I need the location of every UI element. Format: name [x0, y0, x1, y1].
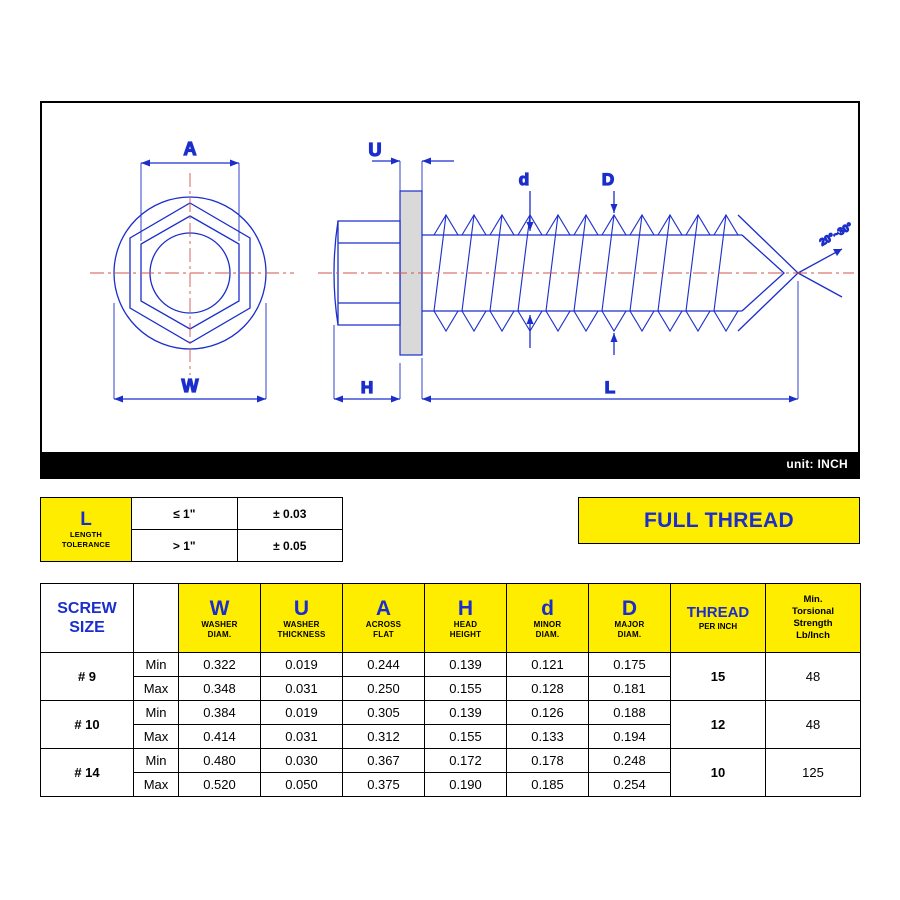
- tolerance-header-sub2: TOLERANCE: [61, 539, 111, 549]
- cell-0-max-H: 0.155: [425, 677, 507, 701]
- header-letter-W: W: [209, 596, 230, 620]
- header-letter-H: H: [457, 596, 474, 620]
- header-letter-d: d: [541, 596, 554, 620]
- dim-label-A: A: [183, 139, 197, 159]
- header-col-H: [425, 584, 507, 653]
- cell-1-max-d: 0.133: [507, 725, 589, 749]
- header-sub2-D: DIAM.: [617, 629, 642, 639]
- header-col-d: [507, 584, 589, 653]
- length-tolerance-table: [40, 497, 343, 562]
- screw-technical-drawing: [42, 103, 858, 477]
- header-letter-A: A: [375, 596, 392, 620]
- dim-label-U: U: [368, 140, 382, 160]
- header-sub2-W: DIAM.: [207, 629, 232, 639]
- cell-0-min-W: 0.322: [179, 653, 261, 677]
- header-sub2-H: HEIGHT: [449, 629, 482, 639]
- table-row: [41, 498, 343, 530]
- cell-1-min-H: 0.139: [425, 701, 507, 725]
- cell-2-min-W: 0.480: [179, 749, 261, 773]
- cell-0-max-U: 0.031: [261, 677, 343, 701]
- header-col-U: [261, 584, 343, 653]
- header-col-W: [179, 584, 261, 653]
- cell-0-thread: 15: [671, 653, 766, 701]
- dim-label-D: D: [601, 170, 615, 189]
- cell-0-min-H: 0.139: [425, 653, 507, 677]
- tolerance-header-letter: L: [80, 508, 92, 530]
- unit-label: unit: INCH: [786, 457, 848, 471]
- cell-1-max-U: 0.031: [261, 725, 343, 749]
- tolerance-range-2: > 1": [132, 530, 238, 562]
- header-sub2-A: FLAT: [373, 629, 394, 639]
- cell-0-min-D: 0.175: [589, 653, 671, 677]
- cell-1-max-W: 0.414: [179, 725, 261, 749]
- header-torsional-line3: Strength: [793, 618, 833, 629]
- cell-2-min-A: 0.367: [343, 749, 425, 773]
- header-sub1-D: MAJOR: [614, 619, 645, 629]
- header-screw-size: [41, 584, 134, 653]
- cell-0-max-A: 0.250: [343, 677, 425, 701]
- row-min-label-2: Min: [134, 749, 179, 773]
- header-sub1-d: MINOR: [533, 619, 562, 629]
- header-col-torsional: [766, 584, 861, 653]
- cell-1-thread: 12: [671, 701, 766, 749]
- cell-0-max-D: 0.181: [589, 677, 671, 701]
- dim-label-d: d: [518, 170, 530, 189]
- header-sub1-A: ACROSS: [365, 619, 402, 629]
- cell-2-torsional: 125: [766, 749, 861, 797]
- header-sub1-H: HEAD: [453, 619, 478, 629]
- cell-1-torsional: 48: [766, 701, 861, 749]
- row-size-1: # 10: [41, 701, 134, 749]
- dim-label-L: L: [604, 378, 616, 397]
- header-sub1-U: WASHER: [283, 619, 320, 629]
- row-min-label-1: Min: [134, 701, 179, 725]
- cell-2-min-U: 0.030: [261, 749, 343, 773]
- table-row: [41, 653, 861, 677]
- header-col-D: [589, 584, 671, 653]
- dim-d: [527, 191, 534, 348]
- row-size-0: # 9: [41, 653, 134, 701]
- row-max-label-1: Max: [134, 725, 179, 749]
- row-max-label-2: Max: [134, 773, 179, 797]
- header-letter-U: U: [293, 596, 310, 620]
- dim-label-W: W: [181, 376, 199, 396]
- header-screw-size-line2: SIZE: [69, 619, 105, 636]
- dim-label-H: H: [360, 378, 374, 397]
- cell-0-torsional: 48: [766, 653, 861, 701]
- row-max-label-0: Max: [134, 677, 179, 701]
- dim-U: [372, 158, 454, 192]
- row-size-2: # 14: [41, 749, 134, 797]
- row-min-label-0: Min: [134, 653, 179, 677]
- cell-2-thread: 10: [671, 749, 766, 797]
- header-torsional-line2: Torsional: [791, 606, 835, 617]
- tolerance-value-2: ± 0.05: [237, 530, 343, 562]
- technical-drawing-panel: [40, 101, 860, 479]
- dim-label-point-angle: 20°~30°: [818, 221, 855, 249]
- cell-2-max-d: 0.185: [507, 773, 589, 797]
- cell-2-min-H: 0.172: [425, 749, 507, 773]
- cell-1-min-A: 0.305: [343, 701, 425, 725]
- cell-2-max-A: 0.375: [343, 773, 425, 797]
- tolerance-range-1: ≤ 1": [132, 498, 238, 530]
- cell-2-max-U: 0.050: [261, 773, 343, 797]
- cell-2-min-d: 0.178: [507, 749, 589, 773]
- table-row: [41, 749, 861, 773]
- screw-spec-table: [40, 583, 861, 797]
- header-sub2-U: THICKNESS: [277, 629, 326, 639]
- header-thread-line1: THREAD: [686, 604, 750, 621]
- header-sub1-W: WASHER: [201, 619, 238, 629]
- centerlines-left: [90, 173, 294, 375]
- cell-2-max-H: 0.190: [425, 773, 507, 797]
- full-thread-label: FULL THREAD: [644, 508, 794, 532]
- tolerance-header-cell: [41, 498, 132, 562]
- unit-bar: [40, 452, 860, 479]
- header-torsional-line4: Lb/Inch: [796, 630, 830, 641]
- header-screw-size-line1: SCREW: [57, 600, 117, 617]
- cell-0-max-W: 0.348: [179, 677, 261, 701]
- cell-1-min-D: 0.188: [589, 701, 671, 725]
- tolerance-value-1: ± 0.03: [237, 498, 343, 530]
- cell-0-min-A: 0.244: [343, 653, 425, 677]
- cell-1-max-H: 0.155: [425, 725, 507, 749]
- header-sub2-d: DIAM.: [535, 629, 560, 639]
- cell-0-max-d: 0.128: [507, 677, 589, 701]
- cell-2-min-D: 0.248: [589, 749, 671, 773]
- cell-1-max-A: 0.312: [343, 725, 425, 749]
- cell-1-min-U: 0.019: [261, 701, 343, 725]
- tolerance-header-sub1: LENGTH: [69, 529, 103, 539]
- cell-1-min-d: 0.126: [507, 701, 589, 725]
- header-col-thread: [671, 584, 766, 653]
- header-minmax-blank: [134, 584, 179, 653]
- full-thread-badge: [578, 497, 860, 544]
- header-col-A: [343, 584, 425, 653]
- cell-2-max-W: 0.520: [179, 773, 261, 797]
- cell-0-min-d: 0.121: [507, 653, 589, 677]
- cell-1-max-D: 0.194: [589, 725, 671, 749]
- header-letter-D: D: [621, 596, 638, 620]
- header-torsional-line1: Min.: [803, 594, 823, 605]
- cell-2-max-D: 0.254: [589, 773, 671, 797]
- table-row: [41, 701, 861, 725]
- header-thread-line2: PER INCH: [698, 622, 738, 631]
- cell-1-min-W: 0.384: [179, 701, 261, 725]
- cell-0-min-U: 0.019: [261, 653, 343, 677]
